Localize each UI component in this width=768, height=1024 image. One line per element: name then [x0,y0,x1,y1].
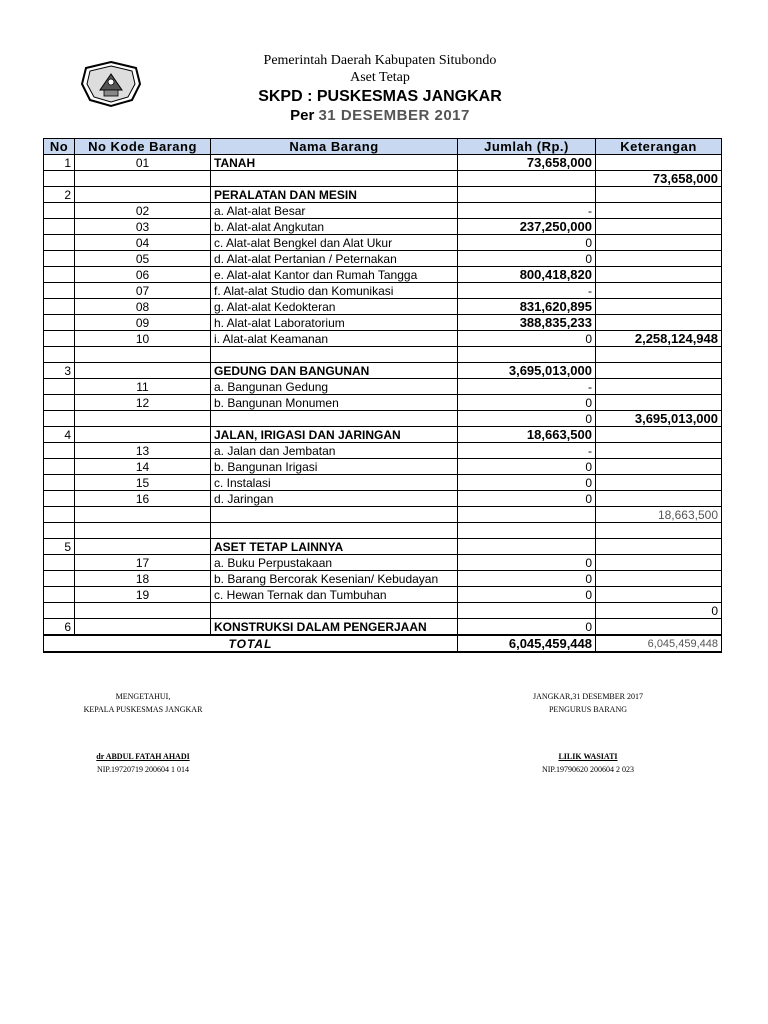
row-keterangan: 73,658,000 [596,171,722,187]
row-nama: b. Bangunan Irigasi [211,459,458,475]
table-body [44,155,722,636]
row-no [44,459,75,475]
row-no [44,411,75,427]
row-nama: a. Bangunan Gedung [211,379,458,395]
row-keterangan: 0 [596,603,722,619]
row-kode: 17 [75,555,211,571]
row-no [44,299,75,315]
row-nama: JALAN, IRIGASI DAN JARINGAN [211,427,458,443]
table-row [44,299,722,315]
row-nama: d. Jaringan [211,491,458,507]
row-no [44,475,75,491]
row-jumlah: 831,620,895 [458,299,596,315]
row-keterangan [596,523,722,539]
row-kode [75,347,211,363]
sig-right-line1: JANGKAR,31 DESEMBER 2017 [532,692,643,701]
row-nama: b. Alat-alat Angkutan [211,219,458,235]
row-keterangan [596,235,722,251]
row-keterangan [596,475,722,491]
table-row [44,251,722,267]
row-kode: 03 [75,219,211,235]
row-kode: 14 [75,459,211,475]
row-kode: 13 [75,443,211,459]
row-kode [75,363,211,379]
row-no [44,347,75,363]
row-kode: 04 [75,235,211,251]
row-no [44,523,75,539]
row-jumlah: 0 [458,587,596,603]
table-row [44,411,722,427]
row-jumlah: 18,663,500 [458,427,596,443]
table-row [44,587,722,603]
row-keterangan [596,347,722,363]
row-no [44,379,75,395]
col-kode: No Kode Barang [75,139,211,155]
header-aset-tetap: Aset Tetap [350,70,410,85]
row-nama [211,507,458,523]
row-jumlah: 0 [458,571,596,587]
row-nama: d. Alat-alat Pertanian / Peternakan [211,251,458,267]
row-keterangan: 2,258,124,948 [596,331,722,347]
row-nama: f. Alat-alat Studio dan Komunikasi [211,283,458,299]
row-keterangan [596,315,722,331]
row-keterangan: 18,663,500 [596,507,722,523]
row-jumlah: 0 [458,331,596,347]
row-nama: g. Alat-alat Kedokteran [211,299,458,315]
row-jumlah [458,523,596,539]
table-row [44,331,722,347]
row-kode: 06 [75,267,211,283]
row-nama: h. Alat-alat Laboratorium [211,315,458,331]
row-jumlah [458,507,596,523]
row-jumlah: - [458,379,596,395]
row-kode: 08 [75,299,211,315]
row-jumlah: - [458,443,596,459]
row-keterangan [596,299,722,315]
signature-right [468,692,708,778]
row-jumlah: 3,695,013,000 [458,363,596,379]
row-keterangan [596,283,722,299]
table-row [44,539,722,555]
table-row [44,315,722,331]
sig-left-nip: NIP.19720719 200604 1 014 [96,765,189,774]
total-row [44,635,722,652]
row-keterangan [596,427,722,443]
row-no [44,443,75,459]
row-jumlah: 0 [458,251,596,267]
row-jumlah: 237,250,000 [458,219,596,235]
row-no: 3 [44,363,75,379]
row-jumlah: 388,835,233 [458,315,596,331]
header-skpd: SKPD : PUSKESMAS JANGKAR [258,88,502,105]
table-row [44,507,722,523]
row-nama: c. Hewan Ternak dan Tumbuhan [211,587,458,603]
row-jumlah [458,171,596,187]
table-row [44,491,722,507]
row-jumlah: 0 [458,395,596,411]
row-jumlah: 0 [458,459,596,475]
row-kode: 05 [75,251,211,267]
row-jumlah [458,539,596,555]
row-nama [211,523,458,539]
row-keterangan [596,587,722,603]
row-nama [211,603,458,619]
row-no [44,395,75,411]
row-jumlah: 73,658,000 [458,155,596,171]
row-no [44,203,75,219]
row-nama: ASET TETAP LAINNYA [211,539,458,555]
row-keterangan [596,363,722,379]
row-nama [211,171,458,187]
row-nama: PERALATAN DAN MESIN [211,187,458,203]
total-keterangan: 6,045,459,448 [596,635,722,652]
row-no [44,283,75,299]
row-kode [75,171,211,187]
row-kode: 09 [75,315,211,331]
table-row [44,619,722,636]
row-kode [75,187,211,203]
row-nama: TANAH [211,155,458,171]
row-kode [75,523,211,539]
table-row [44,347,722,363]
row-nama: c. Alat-alat Bengkel dan Alat Ukur [211,235,458,251]
row-no [44,171,75,187]
situbondo-emblem-icon [78,60,144,108]
row-no [44,555,75,571]
row-kode: 16 [75,491,211,507]
row-no: 1 [44,155,75,171]
row-nama: b. Barang Bercorak Kesenian/ Kebudayan [211,571,458,587]
row-kode [75,539,211,555]
table-row [44,235,722,251]
row-kode: 01 [75,155,211,171]
row-keterangan [596,539,722,555]
report-date: 31 DESEMBER 2017 [318,107,470,124]
row-nama [211,411,458,427]
row-jumlah: 0 [458,411,596,427]
row-nama: a. Buku Perpustakaan [211,555,458,571]
row-keterangan [596,491,722,507]
total-jumlah: 6,045,459,448 [458,635,596,652]
row-nama: b. Bangunan Monumen [211,395,458,411]
row-jumlah: - [458,203,596,219]
row-kode: 18 [75,571,211,587]
table-row [44,443,722,459]
row-keterangan [596,459,722,475]
asset-table [43,138,722,653]
row-keterangan [596,443,722,459]
row-kode: 02 [75,203,211,219]
table-row [44,475,722,491]
row-no [44,235,75,251]
row-nama: e. Alat-alat Kantor dan Rumah Tangga [211,267,458,283]
table-row [44,171,722,187]
sig-right-line2: PENGURUS BARANG [548,705,627,714]
row-keterangan [596,203,722,219]
row-kode: 15 [75,475,211,491]
col-nama: Nama Barang [211,139,458,155]
table-row [44,571,722,587]
row-keterangan [596,267,722,283]
row-no [44,315,75,331]
row-jumlah: - [458,283,596,299]
row-keterangan [596,219,722,235]
sig-left-line2: KEPALA PUSKESMAS JANGKAR [83,705,203,714]
row-keterangan [596,555,722,571]
sig-right-nip: NIP.19790620 200604 2 023 [541,765,634,774]
table-row [44,283,722,299]
table-row [44,155,722,171]
row-nama: a. Alat-alat Besar [211,203,458,219]
row-keterangan [596,379,722,395]
row-kode [75,603,211,619]
row-no [44,587,75,603]
row-keterangan [596,619,722,636]
per-label: Per [290,107,315,124]
row-keterangan [596,251,722,267]
row-jumlah [458,347,596,363]
row-jumlah: 0 [458,619,596,636]
row-nama: GEDUNG DAN BANGUNAN [211,363,458,379]
col-jumlah: Jumlah (Rp.) [458,139,596,155]
table-row [44,523,722,539]
row-no [44,331,75,347]
row-jumlah: 0 [458,555,596,571]
row-no [44,267,75,283]
table-row [44,219,722,235]
row-no: 2 [44,187,75,203]
row-kode [75,507,211,523]
row-jumlah: 800,418,820 [458,267,596,283]
table-header-row [44,139,722,155]
table-row [44,267,722,283]
row-no: 5 [44,539,75,555]
row-kode [75,427,211,443]
row-kode: 12 [75,395,211,411]
row-nama: c. Instalasi [211,475,458,491]
table-row [44,379,722,395]
row-kode: 10 [75,331,211,347]
row-keterangan: 3,695,013,000 [596,411,722,427]
table-row [44,187,722,203]
row-no [44,507,75,523]
row-nama: KONSTRUKSI DALAM PENGERJAAN [211,619,458,636]
header-government: Pemerintah Daerah Kabupaten Situbondo [263,53,497,68]
row-jumlah [458,603,596,619]
row-kode: 07 [75,283,211,299]
table-row [44,555,722,571]
row-no [44,251,75,267]
col-no: No [44,139,75,155]
row-no: 6 [44,619,75,636]
row-keterangan [596,155,722,171]
row-no [44,491,75,507]
sig-right-name: LILIK WASIATI [558,752,618,761]
row-jumlah: 0 [458,491,596,507]
table-row [44,603,722,619]
row-no [44,219,75,235]
header-per-date [180,107,580,124]
sig-left-name: dr ABDUL FATAH AHADI [96,752,190,761]
table-row [44,427,722,443]
row-no [44,571,75,587]
col-keterangan: Keterangan [596,139,722,155]
total-label: TOTAL [44,635,458,652]
row-jumlah: 0 [458,235,596,251]
row-kode: 19 [75,587,211,603]
signature-left [23,692,263,778]
sig-left-line1: MENGETAHUI, [115,692,171,701]
row-kode: 11 [75,379,211,395]
row-kode [75,619,211,636]
row-jumlah: 0 [458,475,596,491]
row-no [44,603,75,619]
table-row [44,395,722,411]
row-nama [211,347,458,363]
row-no: 4 [44,427,75,443]
row-keterangan [596,571,722,587]
row-nama: a. Jalan dan Jembatan [211,443,458,459]
row-jumlah [458,187,596,203]
table-row [44,363,722,379]
row-keterangan [596,187,722,203]
row-kode [75,411,211,427]
row-nama: i. Alat-alat Keamanan [211,331,458,347]
table-row [44,203,722,219]
table-row [44,459,722,475]
row-keterangan [596,395,722,411]
